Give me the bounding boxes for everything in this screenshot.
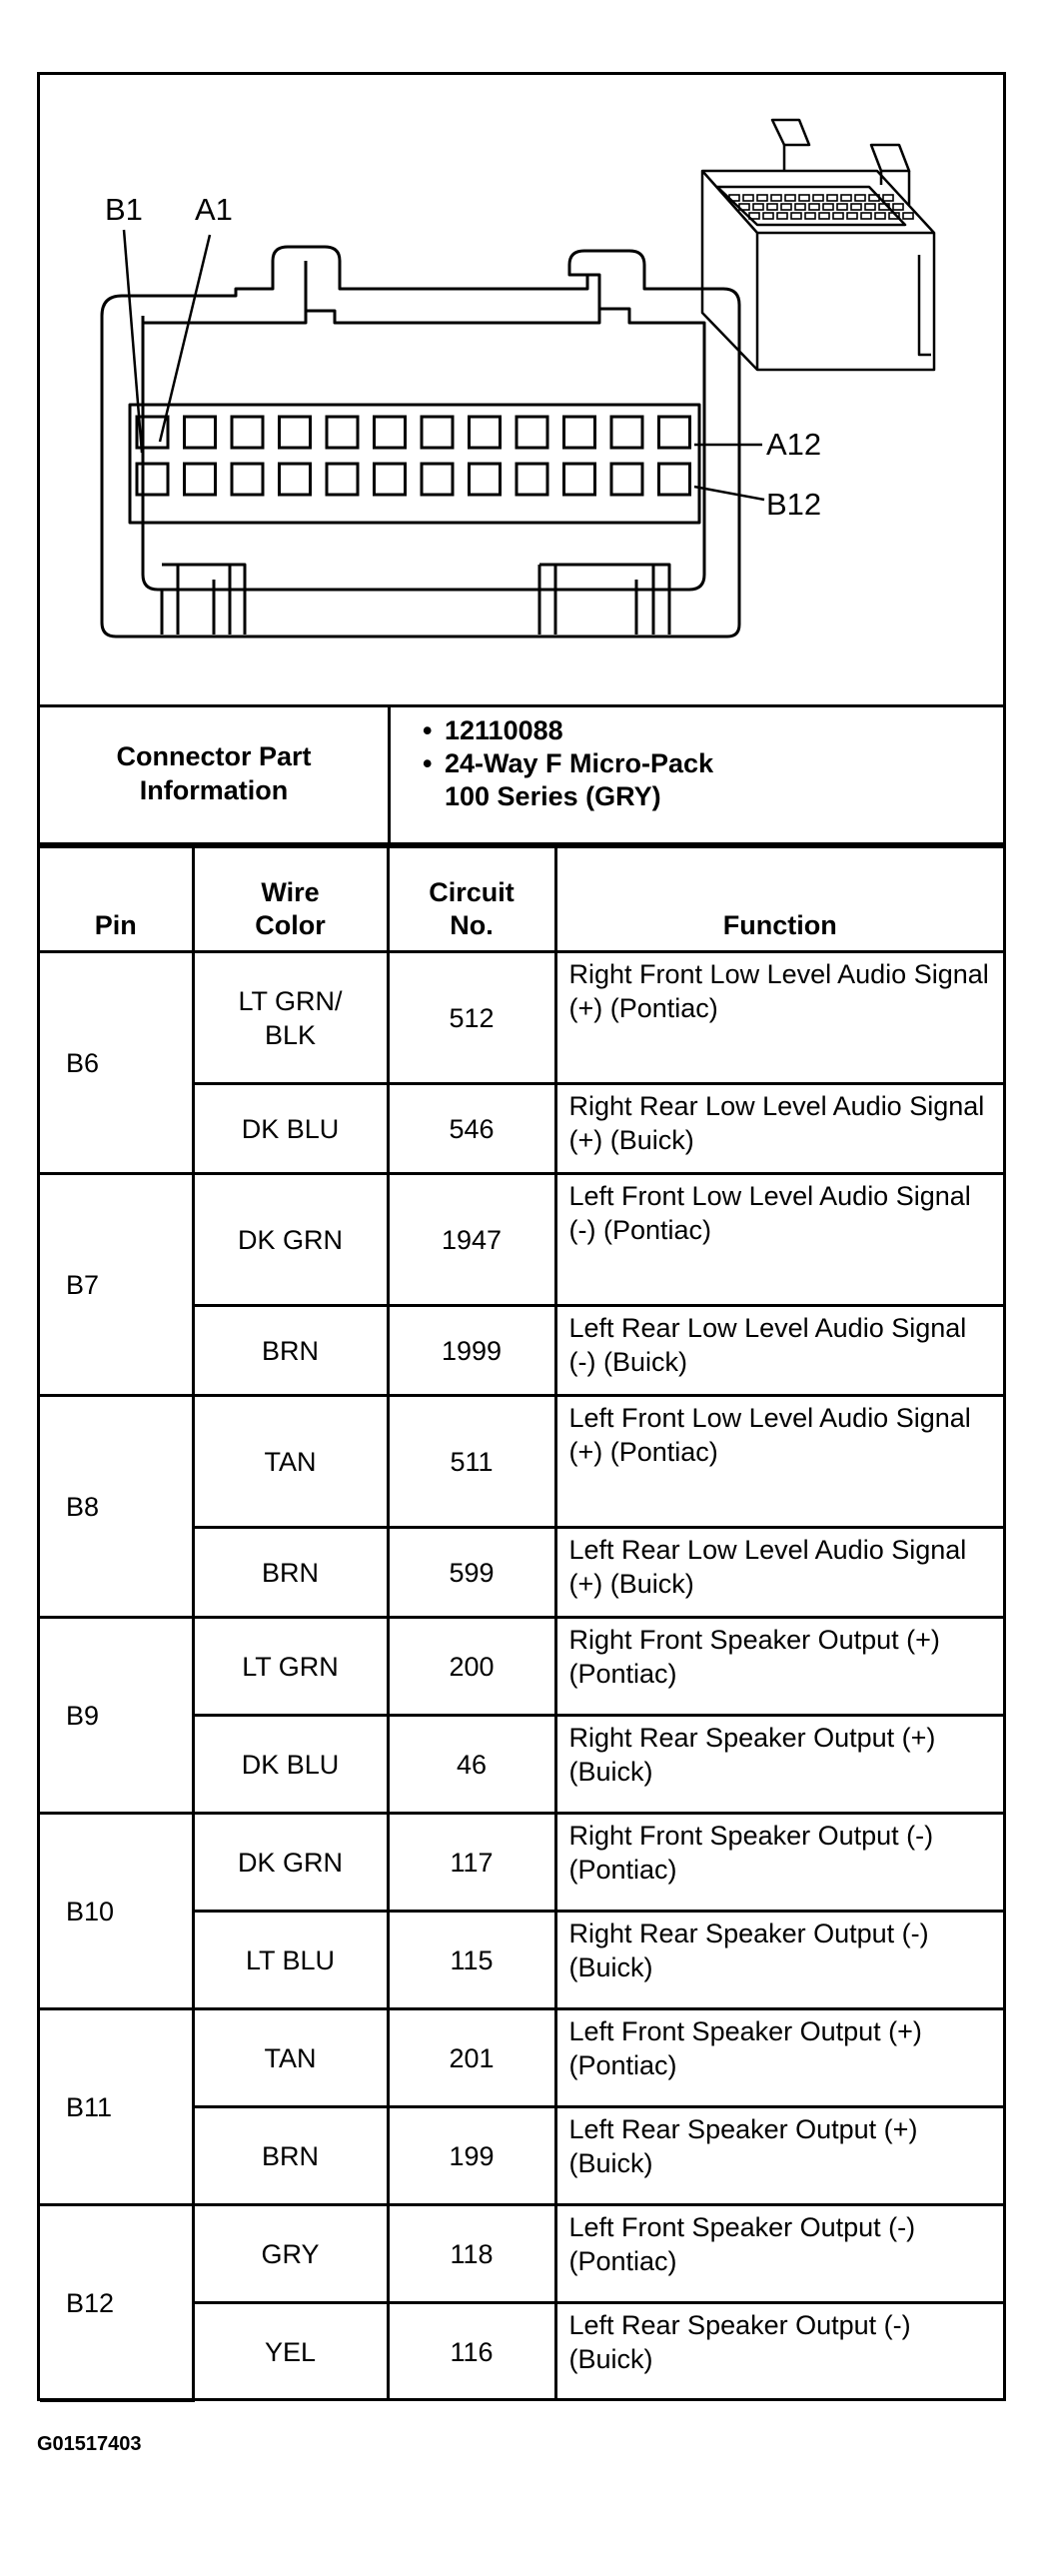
function-cell: Left Rear Low Level Audio Signal (-) (Buick) (555, 1306, 1003, 1396)
pin-cell: B11 (40, 2009, 193, 2205)
pin-function-table (40, 845, 1003, 2402)
table-row (40, 1174, 1003, 1306)
terminal-cavity (517, 417, 547, 448)
circuit-number-cell: 512 (388, 952, 555, 1084)
isometric-cavity (819, 213, 829, 219)
terminal-cavity (375, 464, 406, 495)
terminal-cavity (327, 464, 358, 495)
isometric-cavity (777, 213, 787, 219)
terminal-cavity (470, 464, 501, 495)
function-cell: Left Rear Speaker Output (+) (Buick) (555, 2107, 1003, 2205)
wire-color-cell: GRY (193, 2205, 388, 2303)
table-header-row (40, 847, 1003, 952)
wire-color-cell: LT GRN (193, 1618, 388, 1716)
terminal-cavity (422, 417, 453, 448)
function-cell: Left Front Speaker Output (-) (Pontiac) (555, 2205, 1003, 2303)
isometric-cavity (809, 204, 819, 210)
isometric-cavity (753, 204, 763, 210)
circuit-number-cell: 117 (388, 1814, 555, 1912)
isometric-cavity (865, 204, 875, 210)
circuit-number-cell: 1947 (388, 1174, 555, 1306)
isometric-cavity (893, 204, 903, 210)
function-cell: Right Front Low Level Audio Signal (+) (Pontiac) (555, 952, 1003, 1084)
circuit-number-cell: 199 (388, 2107, 555, 2205)
table-row (40, 2205, 1003, 2303)
label-a1: A1 (195, 192, 233, 227)
terminal-cavity (611, 417, 642, 448)
isometric-cavity (757, 195, 767, 201)
connector-part-info-label: Connector Part Information (40, 704, 391, 842)
pin-cell: B6 (40, 952, 193, 1174)
function-cell: Left Front Speaker Output (+) (Pontiac) (555, 2009, 1003, 2107)
wire-color-cell: BRN (193, 1306, 388, 1396)
isometric-cavity (883, 195, 893, 201)
isometric-cavity (813, 195, 823, 201)
terminal-cavity (659, 464, 690, 495)
terminal-cavity (280, 417, 311, 448)
wire-color-cell: BRN (193, 1528, 388, 1618)
header-wire-color: Wire Color (193, 847, 388, 952)
isometric-cavity (791, 213, 801, 219)
isometric-cavity (805, 213, 815, 219)
pin-rows (40, 952, 1003, 2401)
terminal-cavities (137, 417, 690, 495)
wire-color-cell: LT GRN/ BLK (193, 952, 388, 1084)
isometric-cavity (847, 213, 857, 219)
function-cell: Right Front Speaker Output (-) (Pontiac) (555, 1814, 1003, 1912)
function-cell: Left Front Low Level Audio Signal (-) (Pontiac) (555, 1174, 1003, 1306)
wire-color-cell: TAN (193, 2009, 388, 2107)
connector-isometric-view (702, 120, 934, 370)
table-row (40, 1814, 1003, 1912)
terminal-cavity (280, 464, 311, 495)
isometric-cavity (799, 195, 809, 201)
bullet-icon: • (423, 748, 433, 778)
isometric-cavity (795, 204, 805, 210)
isometric-cavity (785, 195, 795, 201)
circuit-number-cell: 46 (388, 1716, 555, 1814)
table-row (40, 952, 1003, 1084)
terminal-cavity (659, 417, 690, 448)
pin-cell: B10 (40, 1814, 193, 2009)
function-cell: Left Rear Speaker Output (-) (Buick) (555, 2303, 1003, 2401)
terminal-cavity (422, 464, 453, 495)
wire-color-cell: TAN (193, 1396, 388, 1528)
wire-color-cell: DK BLU (193, 1084, 388, 1174)
connector-part-info-row (40, 704, 1003, 845)
isometric-cavity (771, 195, 781, 201)
isometric-cavity (827, 195, 837, 201)
circuit-number-cell: 116 (388, 2303, 555, 2401)
terminal-cavity (327, 417, 358, 448)
terminal-cavity (564, 417, 595, 448)
figure-id: G01517403 (37, 2433, 142, 2455)
connector-face-diagram (40, 75, 1003, 704)
connector-diagram-panel (40, 75, 1003, 707)
circuit-number-cell: 1999 (388, 1306, 555, 1396)
wire-color-cell: DK GRN (193, 1814, 388, 1912)
terminal-cavity (517, 464, 547, 495)
connector-type-item: • 24-Way F Micro-Pack (423, 748, 714, 778)
isometric-cavity (833, 213, 843, 219)
terminal-cavity (470, 417, 501, 448)
circuit-number-cell: 511 (388, 1396, 555, 1528)
terminal-cavity (232, 417, 263, 448)
isometric-cavity (767, 204, 777, 210)
label-a12: A12 (766, 427, 822, 462)
function-cell: Right Rear Speaker Output (+) (Buick) (555, 1716, 1003, 1814)
function-cell: Left Rear Low Level Audio Signal (+) (Buick) (555, 1528, 1003, 1618)
terminal-cavity (564, 464, 595, 495)
terminal-cavity (232, 464, 263, 495)
header-circuit-no: Circuit No. (388, 847, 555, 952)
connector-part-info-values (423, 714, 713, 813)
pin-cell: B12 (40, 2205, 193, 2401)
pin-cell: B8 (40, 1396, 193, 1618)
right-latch-tab (539, 565, 669, 635)
table-row (40, 1396, 1003, 1528)
label-b1: B1 (105, 192, 143, 227)
terminal-cavity (375, 417, 406, 448)
wire-color-cell: LT BLU (193, 1912, 388, 2009)
connector-series-line: 100 Series (GRY) (445, 781, 661, 811)
function-cell: Right Rear Speaker Output (-) (Buick) (555, 1912, 1003, 2009)
circuit-number-cell: 118 (388, 2205, 555, 2303)
isometric-cavity (823, 204, 833, 210)
table-row (40, 1618, 1003, 1716)
wire-color-cell: BRN (193, 2107, 388, 2205)
header-function: Function (555, 847, 1003, 952)
circuit-number-cell: 201 (388, 2009, 555, 2107)
pin-cell: B9 (40, 1618, 193, 1814)
part-number-item: • 12110088 (423, 715, 563, 745)
circuit-number-cell: 546 (388, 1084, 555, 1174)
terminal-cavity (185, 417, 216, 448)
b1-leader-line (124, 230, 142, 453)
circuit-number-cell: 599 (388, 1528, 555, 1618)
a1-leader-line (160, 235, 210, 442)
wire-color-cell: DK GRN (193, 1174, 388, 1306)
isometric-cavity (837, 204, 847, 210)
isometric-cavity (855, 195, 865, 201)
bullet-icon: • (423, 715, 433, 745)
connector-document (37, 72, 1006, 2401)
pin-cell: B7 (40, 1174, 193, 1396)
terminal-cavity (611, 464, 642, 495)
isometric-cavity (851, 204, 861, 210)
label-b12: B12 (766, 487, 822, 522)
isometric-cavity (875, 213, 885, 219)
terminal-cavity (185, 464, 216, 495)
wire-color-cell: YEL (193, 2303, 388, 2401)
circuit-number-cell: 200 (388, 1618, 555, 1716)
function-cell: Right Rear Low Level Audio Signal (+) (Buick) (555, 1084, 1003, 1174)
table-row (40, 2009, 1003, 2107)
isometric-cavity (781, 204, 791, 210)
isometric-cavity (743, 195, 753, 201)
isometric-cavity (903, 213, 913, 219)
isometric-cavity (763, 213, 773, 219)
function-cell: Left Front Low Level Audio Signal (+) (Pontiac) (555, 1396, 1003, 1528)
header-pin: Pin (40, 847, 193, 952)
function-cell: Right Front Speaker Output (+) (Pontiac) (555, 1618, 1003, 1716)
left-latch-tab (162, 565, 245, 635)
circuit-number-cell: 115 (388, 1912, 555, 2009)
isometric-cavity (861, 213, 871, 219)
isometric-cavity (841, 195, 851, 201)
wire-color-cell: DK BLU (193, 1716, 388, 1814)
